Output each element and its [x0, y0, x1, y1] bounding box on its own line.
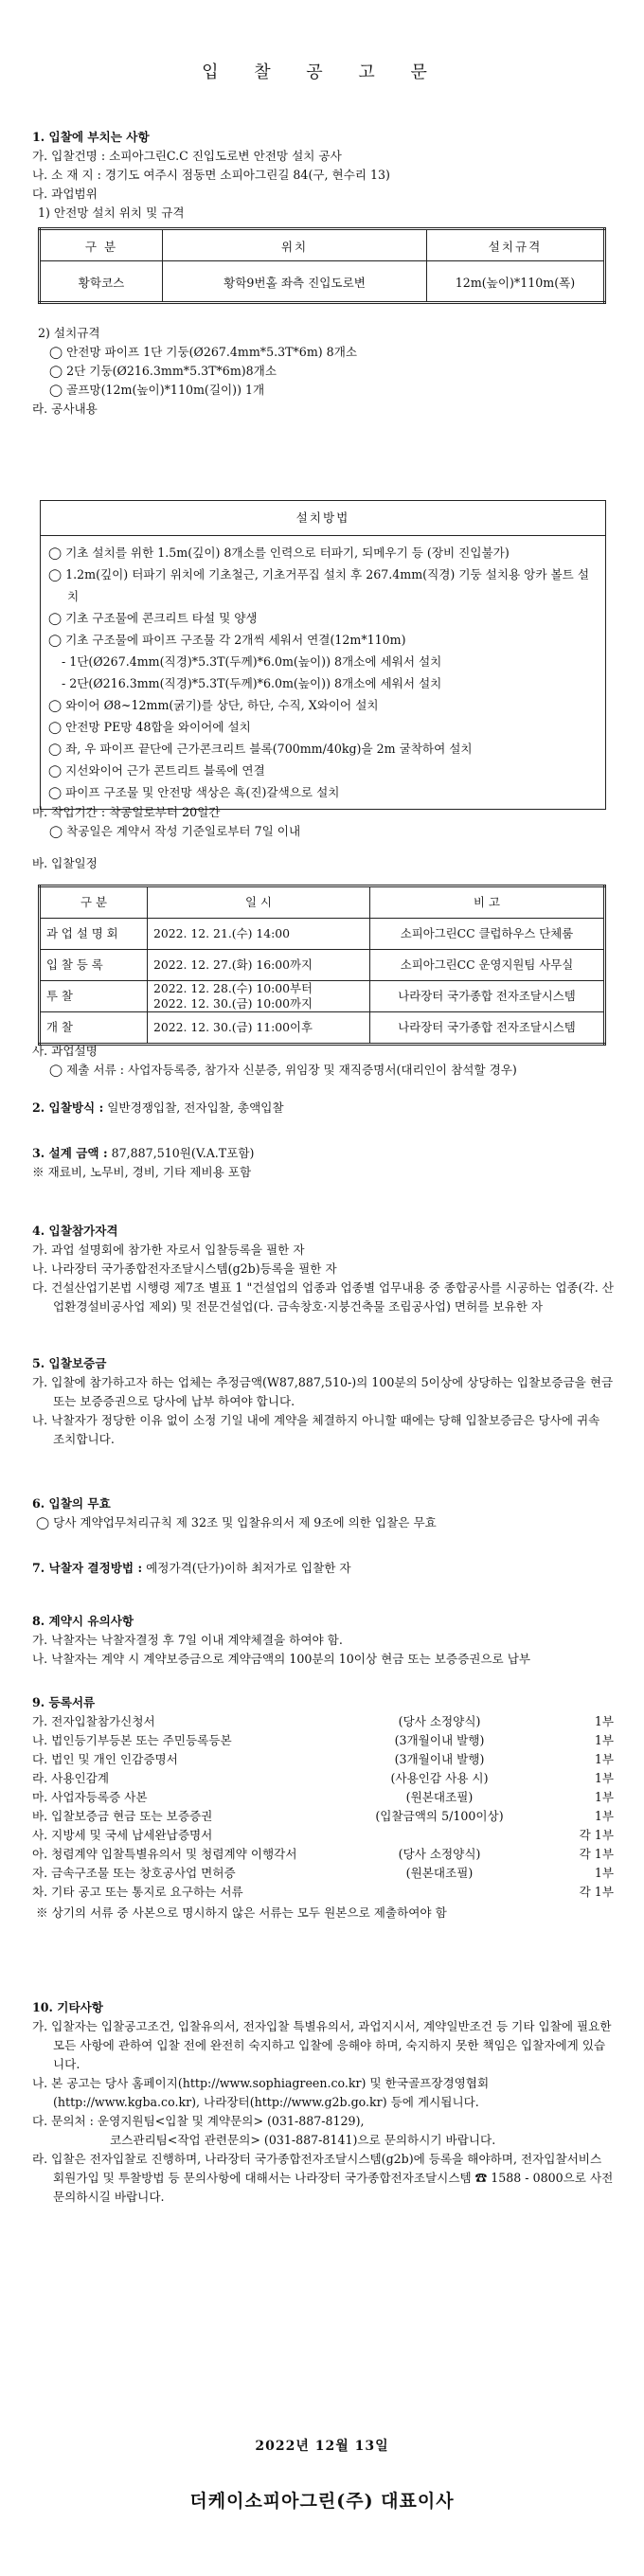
- doc-row: [32, 1712, 614, 1731]
- method-item: ◯ 안전망 PE망 48합을 와이어에 설치: [48, 720, 251, 734]
- misc-item: 라. 입찰은 전자입찰로 진행하며, 나라장터 국가종합전자조달시스템(g2b)에 등록을 해야하며, 전자입찰서비스 회원가입 및 투찰방법 등 문의사항에 대해서는 나라장터 국가종합전자조달시스템 ☎ 1588 - 0800으로 사전 문의하시길 바랍니다.: [32, 2152, 614, 2204]
- method-item: ◯ 와이어 Ø8~12mm(굵기)를 상단, 하단, 수직, X와이어 설치: [48, 698, 379, 712]
- schedule-cell: 2022. 12. 30.(금) 11:00이후: [148, 1012, 370, 1045]
- deposit-item: 나. 낙찰자가 정당한 이유 없이 소정 기일 내에 계약을 체결하지 아니할 때에는 당해 입찰보증금은 당사에 귀속 조치합니다.: [32, 1413, 600, 1446]
- doc-name: 바. 입찰보증금 현금 또는 보증증권: [32, 1809, 213, 1823]
- section-5-heading: 5. 입찰보증금: [32, 1356, 107, 1370]
- misc-item: 코스관리팀<작업 관련문의> (031-887-8141)으로 문의하시기 바랍니다.: [110, 2133, 496, 2147]
- section-9-heading: 9. 등록서류: [32, 1695, 96, 1709]
- schedule-cell: 입 찰 등 록: [40, 950, 148, 981]
- doc-row: [32, 1826, 614, 1845]
- briefing-block: [32, 1042, 614, 1080]
- method-item: ◯ 1.2m(깊이) 터파기 위치에 기초철근, 기초거푸집 설치 후 267.4mm(직경) 기둥 설치용 앙카 볼트 설치: [48, 567, 589, 603]
- location-table-header: 위치: [163, 229, 427, 261]
- work-heading: 라. 공사내용: [32, 402, 98, 416]
- schedule-cell-line: 2022. 12. 28.(수) 10:00부터: [153, 981, 313, 995]
- design-amount: 87,887,510원(V.A.T포함): [107, 1146, 255, 1160]
- spec-heading: 2) 설치규격: [38, 326, 100, 340]
- doc-cond: [345, 1883, 534, 1902]
- schedule-cell: 소피아그린CC 운영지원팀 사무실: [370, 950, 605, 981]
- doc-row: [32, 1883, 614, 1902]
- contract-note: 가. 낙찰자는 낙찰자결정 후 7일 이내 계약체결을 하여야 함.: [32, 1633, 343, 1647]
- method-item: ◯ 지선와이어 근가 콘트리트 블록에 연결: [48, 763, 265, 778]
- doc-cond: (원본대조필): [405, 1790, 474, 1804]
- doc-cond: [345, 1826, 534, 1845]
- scope-heading: 다. 과업범위: [32, 187, 98, 201]
- schedule-cell: 투 찰: [40, 981, 148, 1012]
- section-8: [32, 1612, 614, 1669]
- spec-item: ◯ 2단 기둥(Ø216.3mm*5.3T*6m)8개소: [49, 364, 277, 378]
- install-method-box: [40, 500, 606, 810]
- project-name: 가. 입찰건명 : 소피아그린C.C 진입도로변 안전망 설치 공사: [32, 149, 342, 163]
- misc-item: 나. 본 공고는 당사 홈페이지(http://www.sophiagreen.co.kr) 및 한국골프장경영협회(http://www.kgba.co.kr), 나라장터(http://www.g2b.go.kr) 등에 게시됩니다.: [32, 2076, 490, 2109]
- location-table-cell: 황학코스: [40, 261, 163, 303]
- doc-qty: 1부: [594, 1790, 614, 1804]
- doc-qty: 각 1부: [579, 1828, 614, 1842]
- project-location: 나. 소 재 지 : 경기도 여주시 점동면 소피아그린길 84(구, 현수리 13): [32, 168, 390, 182]
- section-6-heading: 6. 입찰의 무효: [32, 1496, 111, 1511]
- qualification-item: 다. 건설산업기본법 시행령 제7조 별표 1 "건설업의 업종과 업종별 업무내용 중 종합공사를 시공하는 업종(각. 산업환경설비공사업 제외) 및 전문건설업(다. 금속창호·지붕건축물 조립공사업) 면허를 보유한 자: [32, 1280, 614, 1314]
- method-item: ◯ 기초 설치를 위한 1.5m(깊이) 8개소를 인력으로 터파기, 되메우기 등 (장비 진입불가): [48, 546, 510, 560]
- install-method-title: 설치방법: [41, 501, 605, 536]
- section-1: [32, 128, 614, 223]
- notice-date: 2022년 12월 13일: [255, 2439, 389, 2454]
- qualification-item: 나. 나라장터 국가종합전자조달시스템(g2b)등록을 필한 자: [32, 1261, 337, 1276]
- doc-qty: 1부: [594, 1733, 614, 1747]
- section-4: [32, 1222, 614, 1316]
- doc-cond: (당사 소정양식): [398, 1714, 481, 1728]
- design-amount-note: ※ 재료비, 노무비, 경비, 기타 제비용 포함: [32, 1165, 252, 1179]
- invalid-bid-text: ◯ 당사 계약업무처리규칙 제 32조 및 입찰유의서 제 9조에 의한 입찰은 무효: [36, 1515, 437, 1530]
- doc-cond: (당사 소정양식): [398, 1847, 481, 1861]
- doc-cond: (3개월이내 발행): [394, 1733, 485, 1747]
- docs-note: ※ 상기의 서류 중 사본으로 명시하지 않은 서류는 모두 원본으로 제출하여야 함: [36, 1905, 447, 1920]
- section-2-heading: 2. 입찰방식 :: [32, 1100, 104, 1115]
- briefing-heading: 사. 과업설명: [32, 1044, 98, 1058]
- doc-name: 마. 사업자등록증 사본: [32, 1790, 148, 1804]
- briefing-docs: ◯ 제출 서류 : 사업자등록증, 참가자 신분증, 위임장 및 재직증명서(대리인이 참석할 경우): [49, 1063, 517, 1077]
- doc-name: 사. 지방세 및 국세 납세완납증명서: [32, 1828, 213, 1842]
- method-item: ◯ 좌, 우 파이프 끝단에 근가콘크리트 블록(700mm/40kg)을 2m 굴착하여 설치: [48, 742, 473, 756]
- method-item: - 2단(Ø216.3mm(직경)*5.3T(두께)*6.0m(높이)) 8개소에 세워서 설치: [62, 676, 442, 690]
- doc-name: 자. 금속구조물 또는 창호공사업 면허증: [32, 1866, 236, 1880]
- method-item: ◯ 기초 구조물에 콘크리트 타설 및 양생: [48, 611, 258, 625]
- method-item: ◯ 파이프 구조물 및 안전망 색상은 흑(진)갈색으로 설치: [48, 785, 340, 799]
- deposit-item: 가. 입찰에 참가하고자 하는 업체는 추정금액(W87,887,510-)의 100분의 5이상에 상당하는 입찰보증금을 현금 또는 보증증권으로 당사에 납부 하여야 합니다.: [32, 1375, 614, 1408]
- company-signature: 더케이소피아그린(주) 대표이사: [189, 2491, 455, 2512]
- location-table: [38, 227, 606, 304]
- location-table-cell: 황학9번홀 좌측 진입도로변: [163, 261, 427, 303]
- schedule-heading-block: [32, 854, 614, 873]
- doc-qty: 1부: [594, 1809, 614, 1823]
- section-1-heading: 1. 입찰에 부치는 사항: [32, 130, 150, 144]
- section-10-heading: 10. 기타사항: [32, 2000, 103, 2014]
- page-title: 입 찰 공 고 문: [202, 63, 442, 82]
- doc-name: 다. 법인 및 개인 인감증명서: [32, 1752, 178, 1766]
- section-3: [32, 1144, 614, 1182]
- location-heading: 1) 안전망 설치 위치 및 규격: [38, 206, 185, 220]
- schedule-header: 구 분: [40, 886, 148, 919]
- method-item: - 1단(Ø267.4mm(직경)*5.3T(두께)*6.0m(높이)) 8개소에 세워서 설치: [62, 654, 442, 669]
- doc-row: [32, 1788, 614, 1807]
- doc-name: 차. 기타 공고 또는 통지로 요구하는 서류: [32, 1885, 243, 1899]
- doc-row: [32, 1769, 614, 1788]
- schedule-header: 비 고: [370, 886, 605, 919]
- doc-qty: 1부: [594, 1771, 614, 1785]
- doc-name: 가. 전자입찰참가신청서: [32, 1714, 155, 1728]
- work-period: [32, 803, 614, 841]
- schedule-cell: 소피아그린CC 클럽하우스 단체룸: [370, 919, 605, 950]
- schedule-cell: 나라장터 국가종합 전자조달시스템: [370, 981, 605, 1012]
- schedule-cell: 과 업 설 명 회: [40, 919, 148, 950]
- doc-cond: (원본대조필): [405, 1866, 474, 1880]
- doc-name: 라. 사용인감계: [32, 1771, 109, 1785]
- schedule-cell: [148, 981, 370, 1012]
- bid-method: 일반경쟁입찰, 전자입찰, 총액입찰: [103, 1100, 284, 1115]
- method-item: ◯ 기초 구조물에 파이프 구조물 각 2개씩 세워서 연결(12m*110m): [48, 633, 406, 647]
- misc-item: 다. 문의처 : 운영지원팀<입찰 및 계약문의> (031-887-8129),: [32, 2114, 365, 2128]
- doc-name: 나. 법인등기부등본 또는 주민등록등본: [32, 1733, 232, 1747]
- doc-qty: 각 1부: [579, 1847, 614, 1861]
- doc-qty: 각 1부: [579, 1885, 614, 1899]
- doc-row: [32, 1750, 614, 1769]
- schedule-cell: 2022. 12. 27.(화) 16:00까지: [148, 950, 370, 981]
- schedule-cell: 개 찰: [40, 1012, 148, 1045]
- spec-item: ◯ 골프망(12m(높이)*110m(길이)) 1개: [49, 383, 265, 397]
- spec-block: [32, 324, 614, 419]
- location-table-header: 구 분: [40, 229, 163, 261]
- schedule-cell-line: 2022. 12. 30.(금) 10:00까지: [153, 996, 313, 1011]
- work-period-text: 마. 작업기간 : 착공일로부터 20일간: [32, 805, 221, 819]
- doc-cond: (3개월이내 발행): [394, 1752, 485, 1766]
- work-period-note: ◯ 착공일은 계약서 작성 기준일로부터 7일 이내: [49, 824, 301, 838]
- doc-row: [32, 1845, 614, 1864]
- schedule-table: [38, 885, 606, 1046]
- section-4-heading: 4. 입찰참가자격: [32, 1224, 118, 1238]
- doc-cond: (사용인감 사용 시): [390, 1771, 489, 1785]
- doc-row: [32, 1864, 614, 1883]
- section-3-heading: 3. 설계 금액 :: [32, 1146, 108, 1160]
- schedule-cell: 2022. 12. 21.(수) 14:00: [148, 919, 370, 950]
- schedule-heading: 바. 입찰일정: [32, 856, 98, 870]
- section-5: [32, 1354, 614, 1449]
- doc-qty: 1부: [594, 1866, 614, 1880]
- schedule-cell: 나라장터 국가종합 전자조달시스템: [370, 1012, 605, 1045]
- doc-name: 아. 청렴계약 입찰특별유의서 및 청렴계약 이행각서: [32, 1847, 297, 1861]
- section-10: [32, 1998, 614, 2207]
- spec-item: ◯ 안전망 파이프 1단 기둥(Ø267.4mm*5.3T*6m) 8개소: [49, 345, 358, 359]
- section-9: [32, 1693, 614, 1923]
- location-table-header: 설치규격: [427, 229, 605, 261]
- doc-row: [32, 1731, 614, 1750]
- section-7: [32, 1559, 614, 1578]
- award-method: 예정가격(단가)이하 최저가로 입찰한 자: [142, 1561, 351, 1575]
- qualification-item: 가. 과업 설명회에 참가한 자로서 입찰등록을 필한 자: [32, 1243, 305, 1257]
- contract-note: 나. 낙찰자는 계약 시 계약보증금으로 계약금액의 100분의 10이상 현금 또는 보증증권으로 납부: [32, 1652, 531, 1666]
- section-6: [32, 1494, 614, 1532]
- section-7-heading: 7. 낙찰자 결정방법 :: [32, 1561, 143, 1575]
- doc-row: [32, 1807, 614, 1826]
- location-table-cell: 12m(높이)*110m(폭): [427, 261, 605, 303]
- section-8-heading: 8. 계약시 유의사항: [32, 1614, 134, 1628]
- doc-qty: 1부: [594, 1752, 614, 1766]
- doc-cond: (입찰금액의 5/100이상): [375, 1809, 504, 1823]
- section-2: [32, 1099, 614, 1118]
- doc-qty: 1부: [594, 1714, 614, 1728]
- schedule-header: 일 시: [148, 886, 370, 919]
- misc-item: 가. 입찰자는 입찰공고조건, 입찰유의서, 전자입찰 특별유의서, 과업지시서, 계약일반조건 등 기타 입찰에 필요한 모든 사항에 관하여 입찰 전에 완전히 숙지하고 입찰에 응해야 하며, 숙지하지 못한 책임은 입찰자에게 있습니다.: [32, 2019, 612, 2071]
